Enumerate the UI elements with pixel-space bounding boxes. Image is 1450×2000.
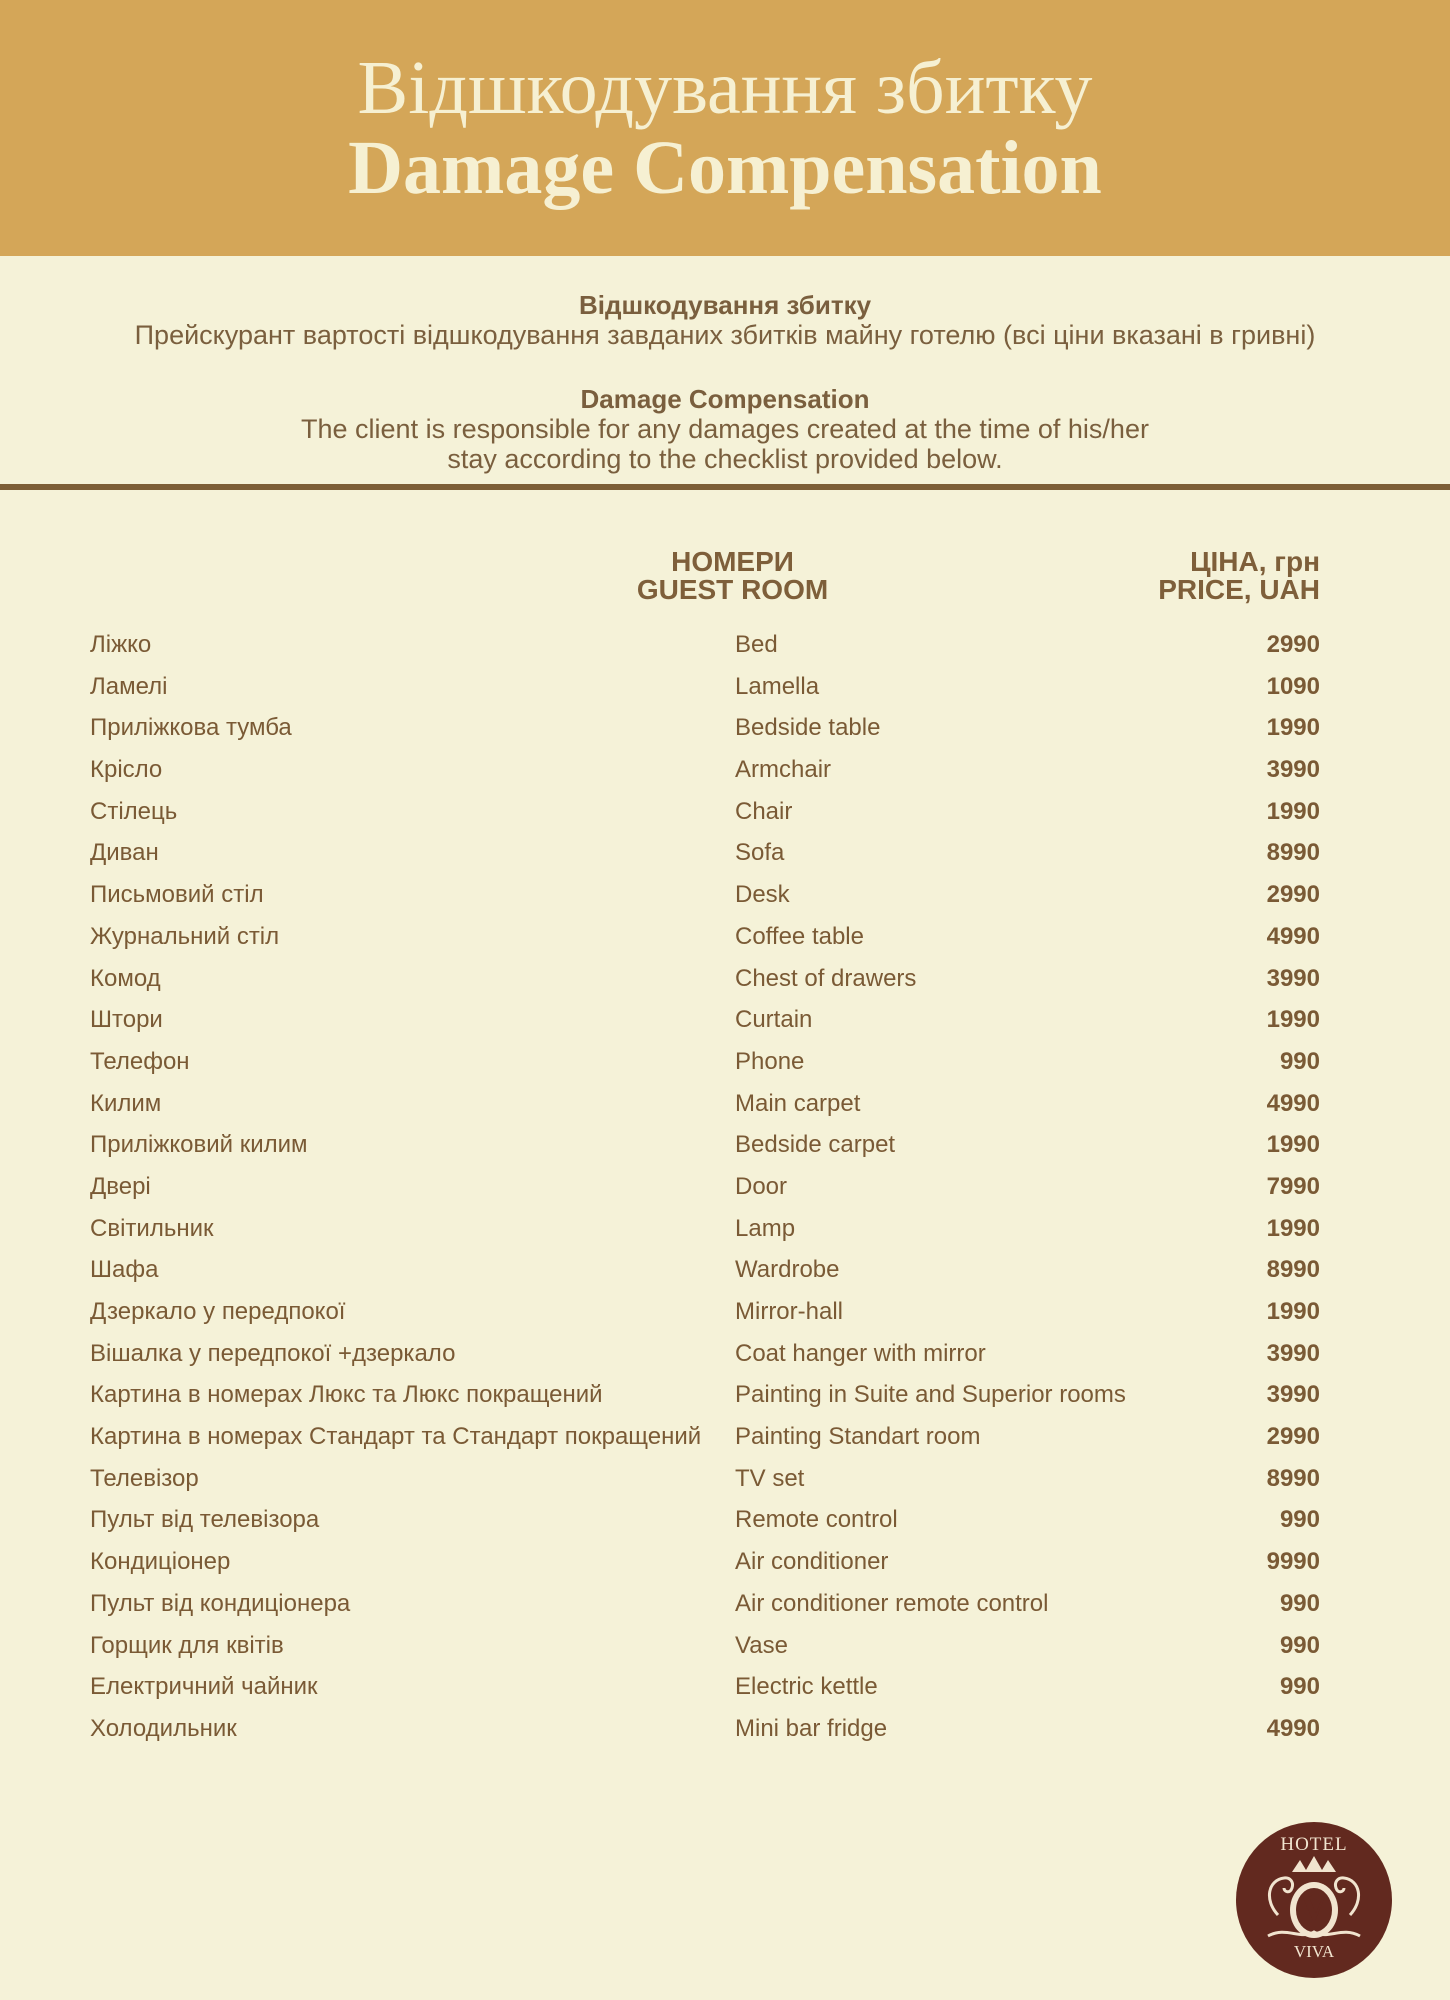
item-name-en: Remote control <box>735 1506 898 1534</box>
table-row <box>0 1042 1450 1084</box>
item-price: 2990 <box>1266 631 1320 658</box>
item-price: 990 <box>1279 1589 1320 1617</box>
table-row <box>0 667 1450 709</box>
item-name-en: Painting in Suite and Superior rooms <box>735 1381 1126 1409</box>
item-name-en: Electric kettle <box>735 1673 878 1701</box>
item-price: 1990 <box>1266 1214 1320 1242</box>
table-row <box>0 1375 1450 1417</box>
table-row <box>0 917 1450 959</box>
item-name-uk: Пульт від кондиціонера <box>90 1589 351 1617</box>
item-name-uk: Штори <box>90 1006 163 1034</box>
item-name-en: Air conditioner remote control <box>735 1589 1049 1617</box>
item-price: 2990 <box>1266 1423 1320 1451</box>
table-row <box>0 959 1450 1001</box>
damage-price-list <box>0 625 1450 1751</box>
item-price: 8990 <box>1266 1464 1320 1492</box>
item-price: 1090 <box>1266 672 1320 700</box>
price-header-uk: ЦІНА, грн <box>1190 546 1320 577</box>
item-name-uk: Килим <box>90 1089 162 1117</box>
item-name-en: Lamella <box>735 672 820 700</box>
logo-word-hotel: HOTEL <box>1280 1834 1348 1855</box>
item-name-uk: Комод <box>90 964 161 992</box>
item-price: 3990 <box>1266 964 1320 992</box>
item-name-uk: Картина в номерах Стандарт та Стандарт покращений <box>90 1423 702 1451</box>
table-row <box>0 1500 1450 1542</box>
intro-section <box>0 290 1450 474</box>
item-price: 8990 <box>1266 839 1320 867</box>
item-name-en: Painting Standart room <box>735 1423 981 1451</box>
logo-word-viva: VIVA <box>1293 1942 1335 1961</box>
table-row <box>0 875 1450 917</box>
item-price: 4990 <box>1266 922 1320 950</box>
table-row <box>0 1334 1450 1376</box>
item-price: 4990 <box>1266 1089 1320 1117</box>
item-name-en: Sofa <box>735 839 785 867</box>
item-price: 3990 <box>1266 1381 1320 1409</box>
table-row <box>0 1084 1450 1126</box>
item-name-uk: Письмовий стіл <box>90 881 264 909</box>
table-row <box>0 1626 1450 1668</box>
item-name-uk: Диван <box>90 839 159 867</box>
item-name-uk: Світильник <box>90 1214 214 1242</box>
item-name-en: Wardrobe <box>735 1256 840 1284</box>
item-name-en: Air conditioner <box>735 1548 889 1576</box>
item-price: 2990 <box>1266 881 1320 909</box>
item-name-en: Chair <box>735 797 793 825</box>
item-name-en: Mini bar fridge <box>735 1714 888 1742</box>
banner-title-uk: Відшкодування збитку <box>357 46 1093 130</box>
table-row <box>0 1459 1450 1501</box>
item-name-en: Main carpet <box>735 1089 861 1117</box>
price-column-header <box>1158 548 1320 604</box>
logo-letter: V <box>1300 1887 1328 1929</box>
item-name-uk: Картина в номерах Люкс та Люкс покращений <box>90 1381 603 1409</box>
item-name-en: Door <box>735 1172 788 1200</box>
intro-text-uk: Прейскурант вартості відшкодування завданих збитків майну готелю (всі ціни вказані в гривні) <box>134 320 1316 350</box>
table-row <box>0 1125 1450 1167</box>
item-name-en: Armchair <box>735 756 832 784</box>
item-price: 1990 <box>1266 714 1320 742</box>
item-name-en: Bedside table <box>735 714 881 742</box>
intro-heading-en: Damage Compensation <box>580 384 870 414</box>
item-price: 3990 <box>1266 756 1320 784</box>
item-price: 990 <box>1279 1506 1320 1534</box>
item-price: 1990 <box>1266 1298 1320 1325</box>
item-price: 1990 <box>1266 1006 1320 1034</box>
item-name-uk: Двері <box>90 1172 151 1200</box>
item-name-en: Desk <box>735 881 790 909</box>
item-name-en: Phone <box>735 1047 805 1075</box>
item-name-en: Coffee table <box>735 922 864 950</box>
item-name-uk: Стілець <box>90 797 178 825</box>
item-name-uk: Крісло <box>90 756 163 784</box>
item-name-uk: Пульт від телевізора <box>90 1506 320 1534</box>
item-name-uk: Холодильник <box>90 1714 237 1742</box>
item-name-en: TV set <box>735 1464 805 1492</box>
rooms-header-en: GUEST ROOM <box>636 574 829 605</box>
item-price: 1990 <box>1266 797 1320 825</box>
item-name-uk: Приліжкова тумба <box>90 714 292 742</box>
table-row <box>0 1417 1450 1459</box>
intro-text-en-line1: The client is responsible for any damages created at the time of his/her <box>301 414 1149 444</box>
rooms-column-header <box>600 548 865 604</box>
table-row <box>0 1209 1450 1251</box>
item-name-en: Vase <box>735 1631 788 1659</box>
item-price: 8990 <box>1266 1256 1320 1284</box>
table-row <box>0 833 1450 875</box>
item-name-uk: Дзеркало у передпокої <box>90 1298 346 1325</box>
item-name-uk: Вішалка у передпокої +дзеркало <box>90 1339 456 1367</box>
item-price: 4990 <box>1266 1714 1320 1742</box>
item-name-en: Bed <box>735 631 778 658</box>
banner-title-en: Damage Compensation <box>348 126 1102 210</box>
item-name-uk: Телефон <box>90 1047 190 1075</box>
table-row <box>0 708 1450 750</box>
rooms-header-uk: НОМЕРИ <box>671 546 794 577</box>
item-price: 7990 <box>1266 1172 1320 1200</box>
item-name-uk: Кондиціонер <box>90 1548 231 1576</box>
item-name-uk: Ламелі <box>90 672 168 700</box>
item-name-en: Bedside carpet <box>735 1131 896 1159</box>
price-header-en: PRICE, UAH <box>1158 574 1320 605</box>
table-row <box>0 1667 1450 1709</box>
item-name-uk: Ліжко <box>90 631 152 658</box>
table-row <box>0 1000 1450 1042</box>
item-price: 990 <box>1279 1047 1320 1075</box>
table-row <box>0 1250 1450 1292</box>
item-price: 990 <box>1279 1631 1320 1659</box>
hotel-viva-logo <box>1234 1820 1394 1980</box>
item-name-uk: Горщик для квітів <box>90 1631 284 1659</box>
table-row <box>0 1709 1450 1751</box>
item-name-uk: Шафа <box>90 1256 159 1284</box>
table-row <box>0 625 1450 667</box>
table-row <box>0 1584 1450 1626</box>
table-row <box>0 792 1450 834</box>
table-row <box>0 1167 1450 1209</box>
item-name-uk: Електричний чайник <box>90 1673 318 1701</box>
item-name-en: Mirror-hall <box>735 1298 843 1325</box>
item-price: 1990 <box>1266 1131 1320 1159</box>
section-divider <box>0 484 1450 490</box>
item-price: 3990 <box>1266 1339 1320 1367</box>
item-name-uk: Телевізор <box>90 1464 199 1492</box>
item-name-en: Lamp <box>735 1214 796 1242</box>
table-row <box>0 1292 1450 1334</box>
item-name-en: Curtain <box>735 1006 813 1034</box>
intro-text-en-line2: stay according to the checklist provided below. <box>447 444 1003 474</box>
table-row <box>0 1542 1450 1584</box>
item-name-uk: Журнальний стіл <box>90 922 280 950</box>
item-name-en: Coat hanger with mirror <box>735 1339 986 1367</box>
item-name-uk: Приліжковий килим <box>90 1131 308 1159</box>
table-row <box>0 750 1450 792</box>
item-price: 990 <box>1279 1673 1320 1701</box>
title-banner <box>0 0 1450 256</box>
item-price: 9990 <box>1266 1548 1320 1576</box>
intro-heading-uk: Відшкодування збитку <box>578 290 872 320</box>
item-name-en: Chest of drawers <box>735 964 917 992</box>
